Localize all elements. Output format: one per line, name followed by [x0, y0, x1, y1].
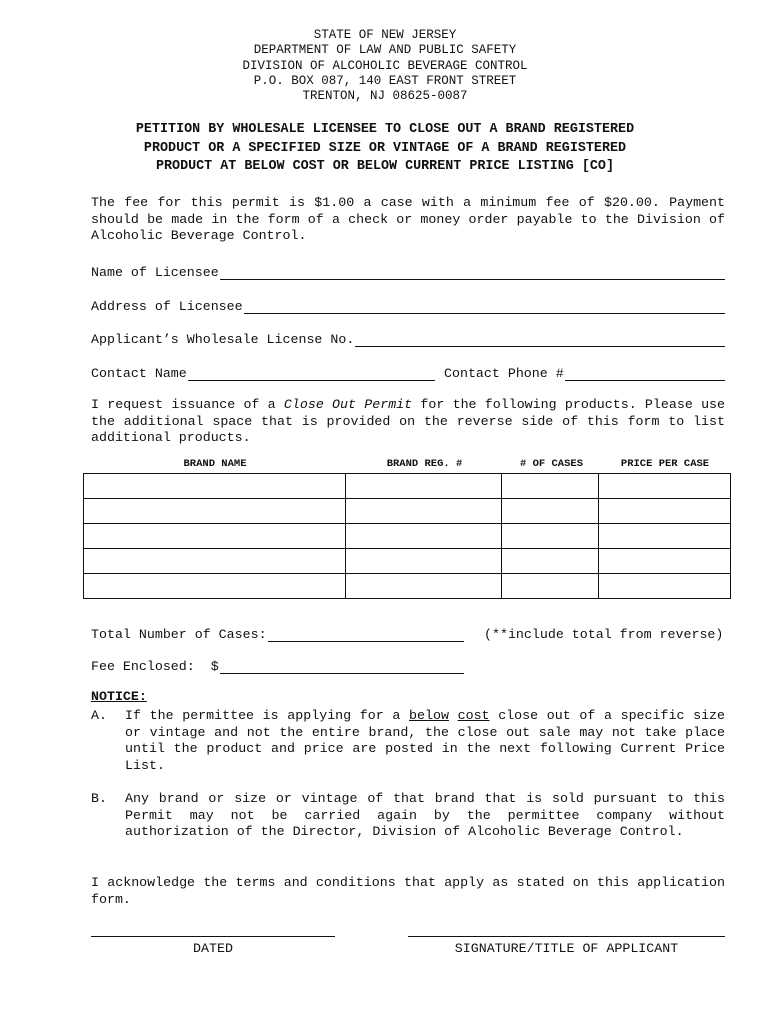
- table-cell[interactable]: [84, 499, 346, 524]
- license-number-label: Applicant’s Wholesale License No.: [91, 332, 355, 347]
- table-cell[interactable]: [599, 574, 731, 599]
- table-cell[interactable]: [502, 524, 599, 549]
- table-row: [84, 574, 731, 599]
- request-text-start: I request issuance of a: [91, 397, 284, 412]
- licensee-address-label: Address of Licensee: [91, 299, 243, 314]
- table-cell[interactable]: [84, 574, 346, 599]
- total-cases-note-text: (**include total from reverse): [484, 627, 724, 642]
- notice-a-start: If the permittee is applying for a: [125, 708, 410, 723]
- contact-name-label: Contact Name: [91, 366, 187, 381]
- total-cases-note: [484, 624, 744, 642]
- col-header-cases: # OF CASES: [519, 458, 583, 470]
- header-city: TRENTON, NJ 08625-0087: [302, 89, 468, 104]
- table-cell[interactable]: [84, 524, 346, 549]
- signature-title-label: SIGNATURE/TITLE OF APPLICANT: [454, 941, 679, 956]
- table-row: [84, 474, 731, 499]
- table-cell[interactable]: [345, 474, 502, 499]
- col-header-brand-reg: BRAND REG. #: [386, 458, 463, 470]
- table-cell[interactable]: [84, 549, 346, 574]
- products-table-body: [84, 474, 731, 599]
- col-header-price: PRICE PER CASE: [620, 458, 710, 470]
- table-cell[interactable]: [502, 474, 599, 499]
- license-number-line[interactable]: [355, 332, 725, 347]
- notice-b-text: Any brand or size or vintage of that brand that is sold pursuant to this Permit may not be carried again by the permittee company without authorization of the Director, Division of Alcoholic Beverage Control.: [125, 791, 725, 840]
- header-address: P.O. BOX 087, 140 EAST FRONT STREET: [253, 73, 517, 88]
- table-cell[interactable]: [502, 549, 599, 574]
- table-cell[interactable]: [599, 524, 731, 549]
- contact-phone-label: Contact Phone #: [444, 366, 564, 381]
- notice-heading: NOTICE:: [91, 689, 147, 704]
- total-cases-field[interactable]: [91, 624, 464, 642]
- table-cell[interactable]: [502, 499, 599, 524]
- header-state: STATE OF NEW JERSEY: [313, 28, 457, 42]
- notice-a-end: close out of a specific size or vintage and not the entire brand, the close out sale may not take place until the product and price are posted in the next following Current Price List.: [125, 708, 726, 774]
- col-header-brand-name: BRAND NAME: [183, 458, 247, 470]
- table-row: [84, 549, 731, 574]
- dollar-sign: $: [210, 659, 219, 674]
- fee-enclosed-line[interactable]: [220, 659, 464, 674]
- licensee-address-line[interactable]: [244, 299, 725, 314]
- date-signature-line[interactable]: [91, 936, 335, 937]
- header-division: DIVISION OF ALCOHOLIC BEVERAGE CONTROL: [242, 58, 528, 73]
- products-table: [83, 473, 731, 599]
- form-title: [0, 121, 770, 177]
- acknowledge-text: I acknowledge the terms and conditions that apply as stated on this application form.: [91, 875, 725, 907]
- close-out-permit-term: Close Out Permit: [283, 397, 413, 412]
- agency-header: [0, 28, 770, 104]
- table-cell[interactable]: [84, 474, 346, 499]
- notice-a-text: [125, 708, 725, 775]
- licensee-name-label: Name of Licensee: [91, 265, 219, 280]
- title-line-3: PRODUCT AT BELOW COST OR BELOW CURRENT PRICE LISTING [CO]: [155, 159, 615, 174]
- fee-text: The fee for this permit is $1.00 a case with a minimum fee of $20.00. Payment should be made in the form of a check or money order payable to the Division of Alcoholic Beverage Control.: [91, 195, 725, 244]
- contact-phone-field[interactable]: [444, 363, 725, 381]
- title-line-1: PETITION BY WHOLESALE LICENSEE TO CLOSE OUT A BRAND REGISTERED: [135, 122, 635, 137]
- notice-a-below: below: [409, 708, 449, 723]
- title-line-2: PRODUCT OR A SPECIFIED SIZE OR VINTAGE OF A BRAND REGISTERED: [143, 140, 627, 156]
- request-text: [91, 397, 725, 447]
- contact-name-field[interactable]: [91, 363, 435, 381]
- contact-name-line[interactable]: [188, 366, 435, 381]
- licensee-name-line[interactable]: [220, 265, 725, 280]
- contact-phone-line[interactable]: [565, 366, 725, 381]
- table-cell[interactable]: [599, 549, 731, 574]
- applicant-signature-line[interactable]: [408, 936, 725, 937]
- request-paragraph: [91, 397, 725, 447]
- acknowledge-paragraph: [91, 875, 725, 908]
- table-cell[interactable]: [599, 474, 731, 499]
- licensee-address-field[interactable]: [91, 296, 725, 314]
- licensee-name-field[interactable]: [91, 262, 725, 280]
- license-number-field[interactable]: [91, 329, 725, 347]
- notice-item-a: [91, 708, 725, 775]
- fee-enclosed-field[interactable]: [91, 656, 464, 674]
- table-row: [84, 499, 731, 524]
- dated-label: DATED: [193, 941, 233, 956]
- table-cell[interactable]: [345, 549, 502, 574]
- notice-a-cost: cost: [457, 708, 490, 723]
- notice-item-b: [91, 791, 725, 841]
- table-cell[interactable]: [345, 499, 502, 524]
- request-text-end: for the following products. Please use the additional space that is provided on the reverse side of this form to list additional products.: [91, 397, 726, 446]
- notice-a-marker: A.: [91, 708, 107, 723]
- fee-enclosed-label: Fee Enclosed:: [91, 659, 195, 674]
- table-cell[interactable]: [345, 524, 502, 549]
- table-row: [84, 524, 731, 549]
- table-cell[interactable]: [502, 574, 599, 599]
- table-cell[interactable]: [345, 574, 502, 599]
- header-department: DEPARTMENT OF LAW AND PUBLIC SAFETY: [253, 43, 517, 58]
- total-cases-line[interactable]: [268, 627, 464, 642]
- table-cell[interactable]: [599, 499, 731, 524]
- fee-paragraph: [91, 195, 725, 245]
- total-cases-label: Total Number of Cases:: [91, 627, 267, 642]
- notice-b-marker: B.: [91, 791, 107, 806]
